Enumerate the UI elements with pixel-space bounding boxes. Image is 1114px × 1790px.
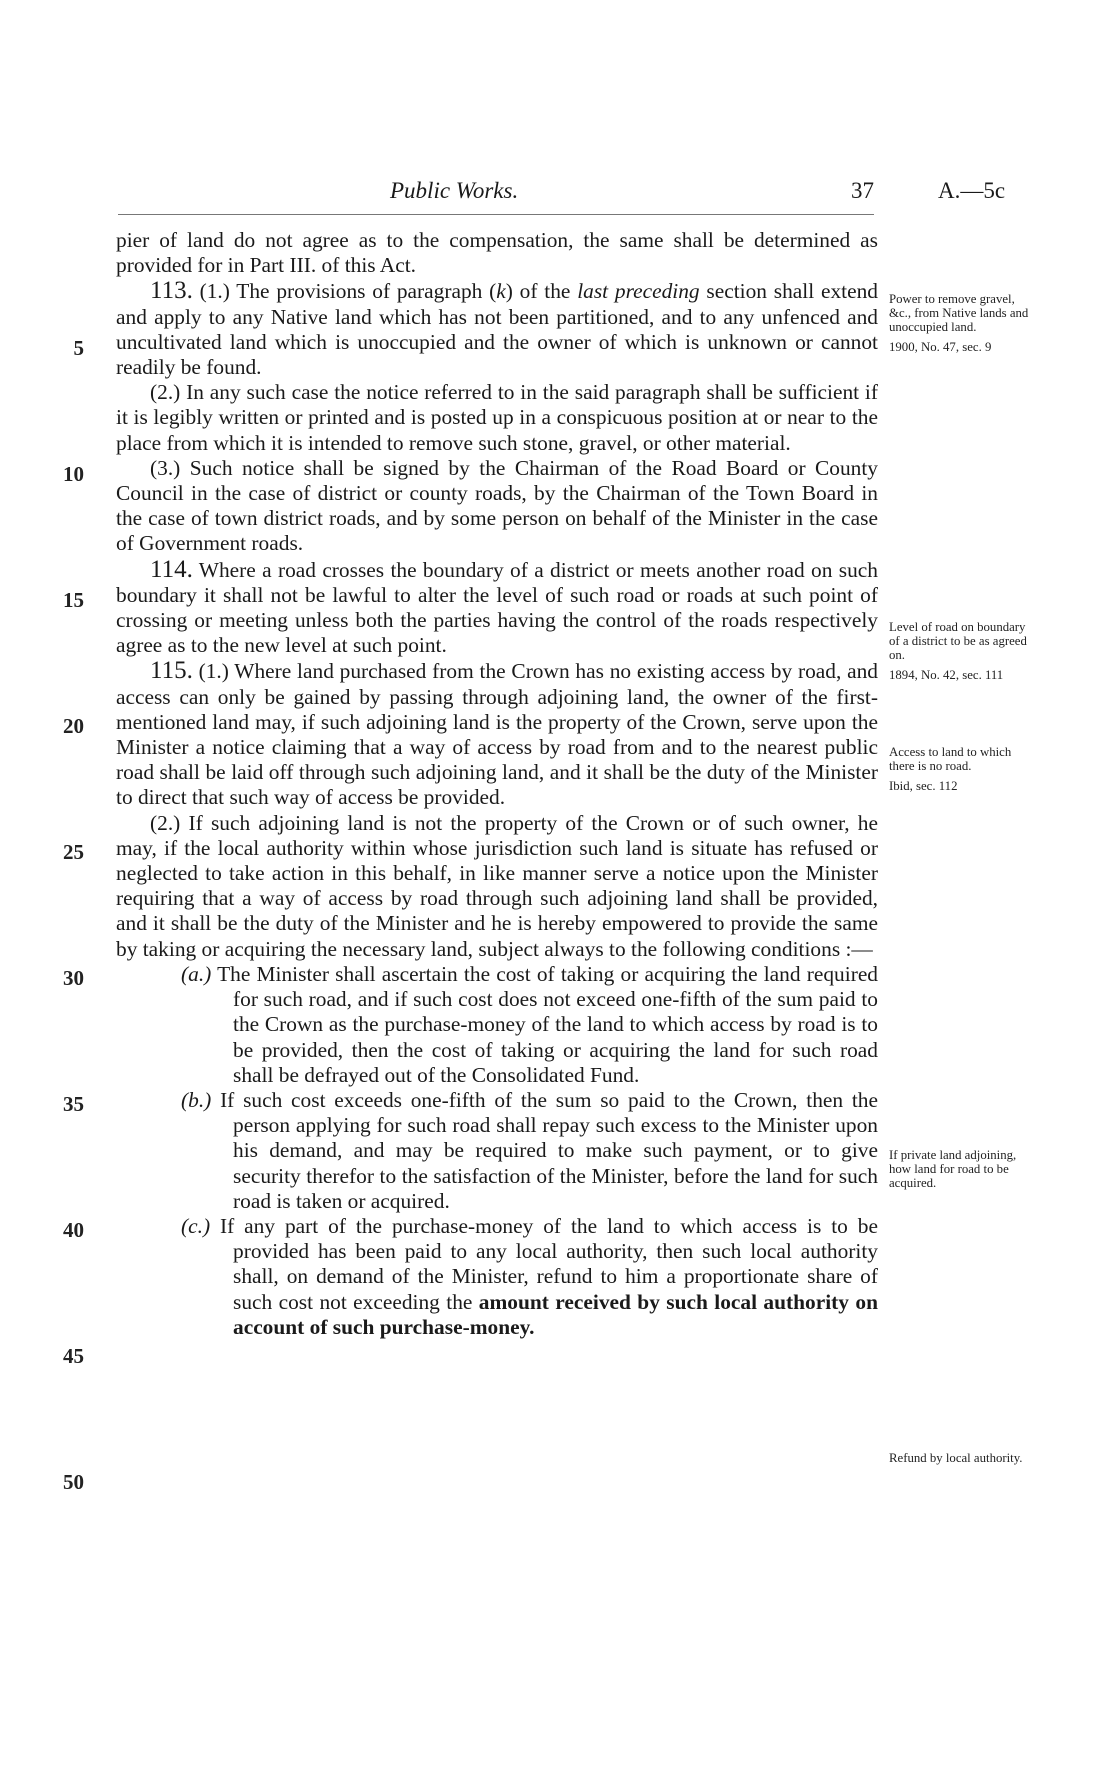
condition-a: (a.) The Minister shall ascertain the cost of taking or acquiring the land required for such road, and if such cost does not exceed one-fifth of the sum paid to the Crown as the purchase-money of the land to which access by road is to be provided, then the cost of taking or acquiring the land for such road shall be defrayed out of the Consolidated Fund. xyxy=(181,961,879,1087)
margin-citation: 1894, No. 42, sec. 111 xyxy=(889,668,1004,682)
body-text xyxy=(116,228,878,1340)
section-114: 114. Where a road crosses the boundary of a district or meets another road on such boundary it shall not be lawful to alter the level of such road or roads at such point of crossing or meeting unless both the parties having the control of the roads respectively agree as to the new level at such point. xyxy=(116,555,878,658)
line-number: 35 xyxy=(63,1092,84,1116)
section-113-sub-2: (2.) In any such case the notice referred to in the said paragraph shall be sufficient if it is legibly written or printed and is posted up in a conspicuous position at or near to the place from which it is intended to remove such stone, gravel, or other material. xyxy=(116,380,878,455)
margin-note xyxy=(889,1148,1039,1190)
section-number: 113. xyxy=(150,277,193,305)
condition-label: (b.) xyxy=(181,1087,212,1112)
section-113-sub-1: 113. (1.) The provisions of paragraph (k) of the last preceding section shall extend and apply to any Native land which has not been partitioned, and to any unfenced and uncultivated land which is unoccupied and the owner of which is unknown or cannot readily be found. xyxy=(116,277,878,380)
line-number: 40 xyxy=(63,1218,84,1242)
margin-note-text: Access to land to which there is no road. xyxy=(889,745,1012,773)
margin-note-text: Refund by local authority. xyxy=(889,1451,1023,1465)
margin-note xyxy=(889,745,1039,793)
condition-label: (c.) xyxy=(181,1213,211,1238)
margin-note xyxy=(889,1451,1039,1465)
condition-b: (b.) If such cost exceeds one-fifth of the sum so paid to the Crown, then the person applying for such road shall repay such excess to the Minister upon his demand, and may be required to make such payment, or to give security therefor to the satisfaction of the Minister, before the land for such road is taken or acquired. xyxy=(181,1087,878,1213)
line-number: 25 xyxy=(63,840,84,864)
margin-note-text: If private land adjoining, how land for road to be acquired. xyxy=(889,1148,1017,1190)
running-header xyxy=(118,178,1018,212)
condition-c: (c.) If any part of the purchase-money of the land to which access is to be provided has been paid to any local authority, then such local authority shall, on demand of the Minister, refund to him a proportionate share of such cost not exceeding the amount received by such local authority on account of such purchase-money. xyxy=(181,1213,878,1339)
line-number: 20 xyxy=(63,714,84,738)
line-number: 15 xyxy=(63,588,84,612)
section-number: 115. xyxy=(150,657,193,685)
section-115-sub-2: (2.) If such adjoining land is not the property of the Crown or of such owner, he may, if the local authority within whose jurisdiction such land is situate has refused or neglected to take action in this behalf, in like manner serve a notice upon the Minister requiring that a way of access by road through such adjoining land shall be provided, and it shall be the duty of the Minister and he is hereby empowered to provide the same by taking or acquiring the necessary land, subject always to the following conditions :— xyxy=(116,810,878,961)
section-number: 114. xyxy=(150,555,193,583)
running-title: Public Works. xyxy=(390,178,519,203)
margin-note xyxy=(889,292,1039,354)
section-115-sub-1: 115. (1.) Where land purchased from the Crown has no existing access by road, and access can only be gained by passing through adjoining land, the owner of the first-mentioned land may, if such adjoining land is the property of the Crown, serve upon the Minister a notice claiming that a way of access by road from and to the nearest public road shall be laid off through such adjoining land, and it shall be the duty of the Minister to direct that such way of access be provided. xyxy=(116,657,878,810)
line-number: 5 xyxy=(73,336,84,360)
margin-citation: 1900, No. 47, sec. 9 xyxy=(889,340,992,354)
condition-label: (a.) xyxy=(181,961,212,986)
margin-note-text: Power to remove gravel, &c., from Native lands and unoccupied land. xyxy=(889,292,1029,334)
line-number: 45 xyxy=(63,1344,84,1368)
margin-note-text: Level of road on boundary of a district to be as agreed on. xyxy=(889,620,1027,662)
line-number: 50 xyxy=(63,1470,84,1494)
section-113-sub-3: (3.) Such notice shall be signed by the Chairman of the Road Board or County Council in the case of district or county roads, by the Chairman of the Town Board in the case of town district roads, and by some person on behalf of the Minister in the case of Government roads. xyxy=(116,455,878,556)
document-reference: A.—5c xyxy=(938,178,1006,203)
line-number: 30 xyxy=(63,966,84,990)
line-number: 10 xyxy=(63,462,84,486)
header-rule xyxy=(118,214,874,215)
margin-note xyxy=(889,620,1039,682)
page-number: 37 xyxy=(851,178,874,203)
margin-citation: Ibid, sec. 112 xyxy=(889,779,958,793)
continuation-paragraph: pier of land do not agree as to the compensation, the same shall be determined as provided for in Part III. of this Act. xyxy=(116,228,878,278)
